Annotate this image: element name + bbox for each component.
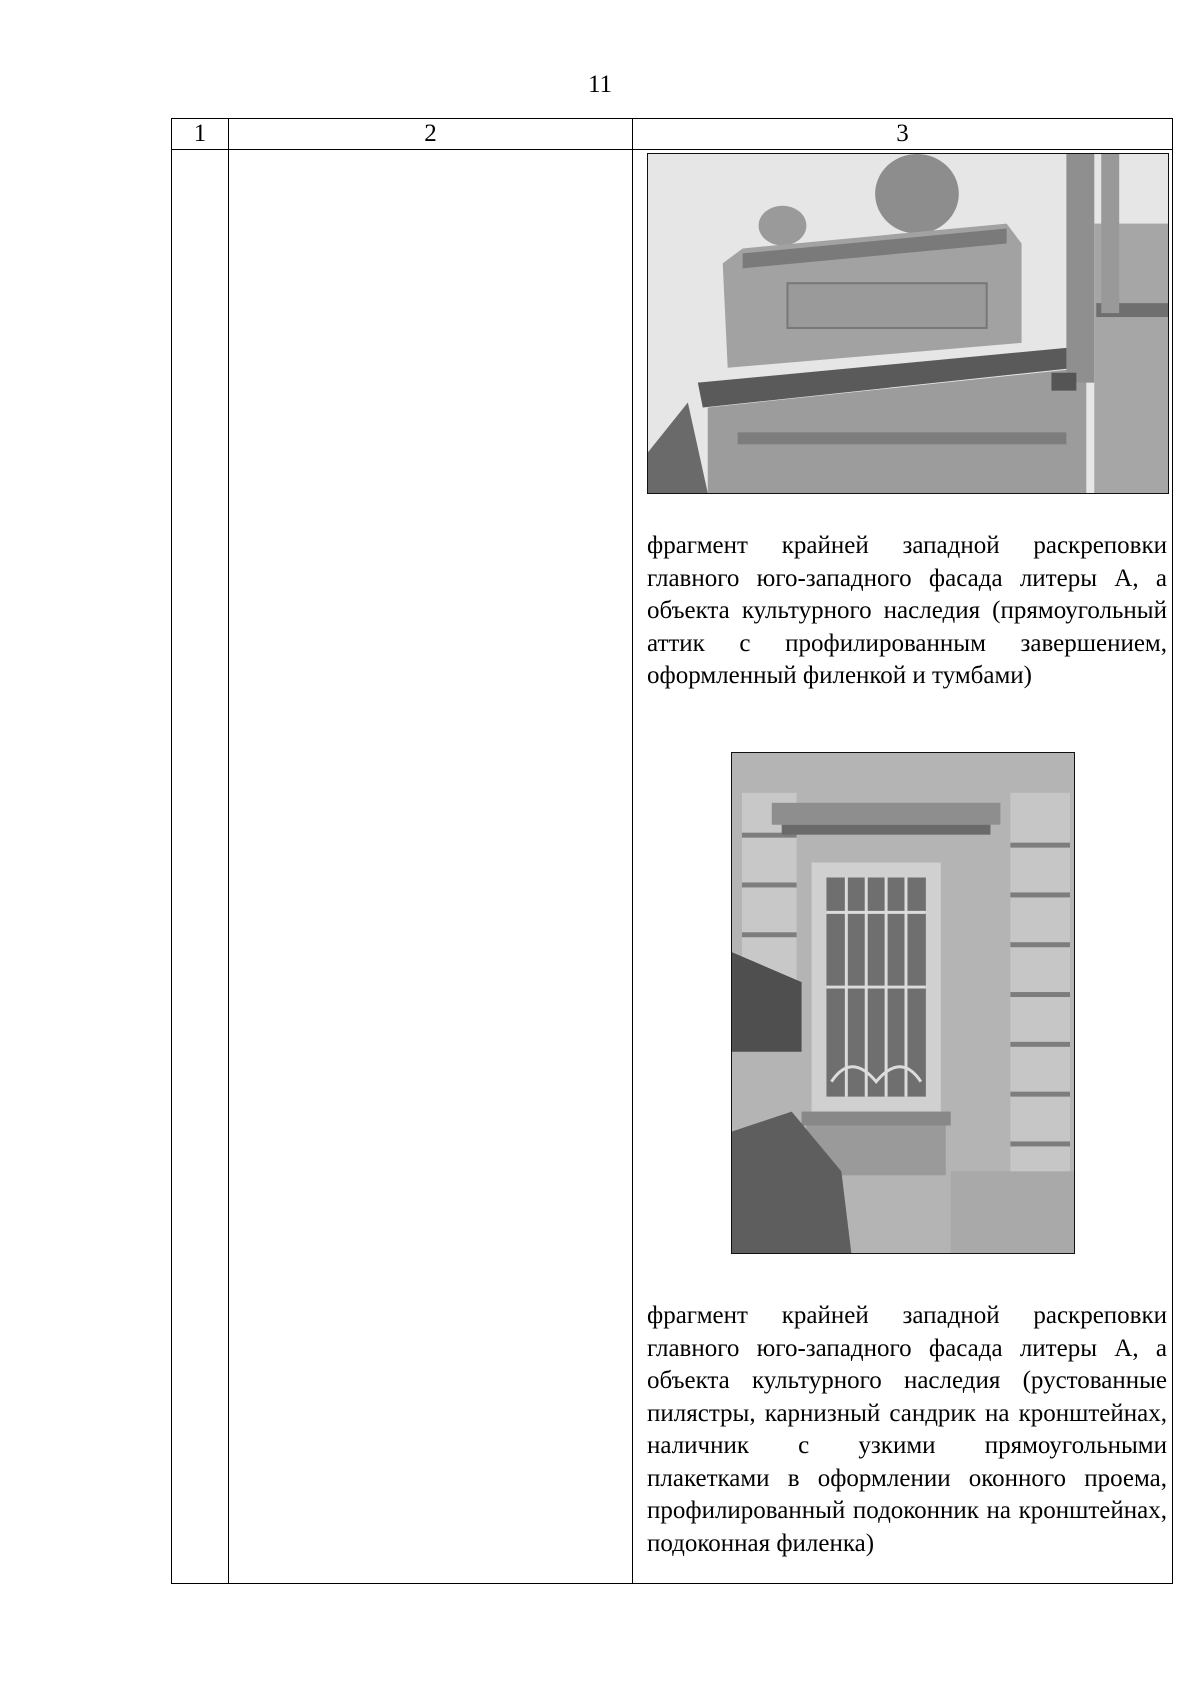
table-header-row [172,119,1173,150]
photo-caption: фрагмент крайней западной раскреповки главного юго-западного фасада литеры А, а объекта культурного наследия (рустованные пилястры, карнизный сандрик на кронштейнах, наличник с узкими прямоугольными плакетками в оформлении оконного проема, профилированный подоконник на кронштейнах, подоконная филенка) [647,1302,1167,1557]
cell-number [172,150,229,1584]
column-header-2: 2 [229,119,633,150]
photo-attic-fragment [647,153,1169,494]
page-number: 11 [587,71,613,98]
photo-caption: фрагмент крайней западной раскреповки главного юго-западного фасада литеры А, а объекта культурного наследия (прямоугольный аттик с профилированным завершением, оформленный филенкой и тумбами) [647,532,1167,689]
document-table [171,118,1173,1584]
photo-window-fragment [731,752,1075,1254]
column-header-1: 1 [172,119,229,150]
column-header-3: 3 [633,119,1173,150]
cell-description [229,150,633,1584]
table-row [172,150,1173,1584]
cell-illustrations [633,150,1173,1584]
